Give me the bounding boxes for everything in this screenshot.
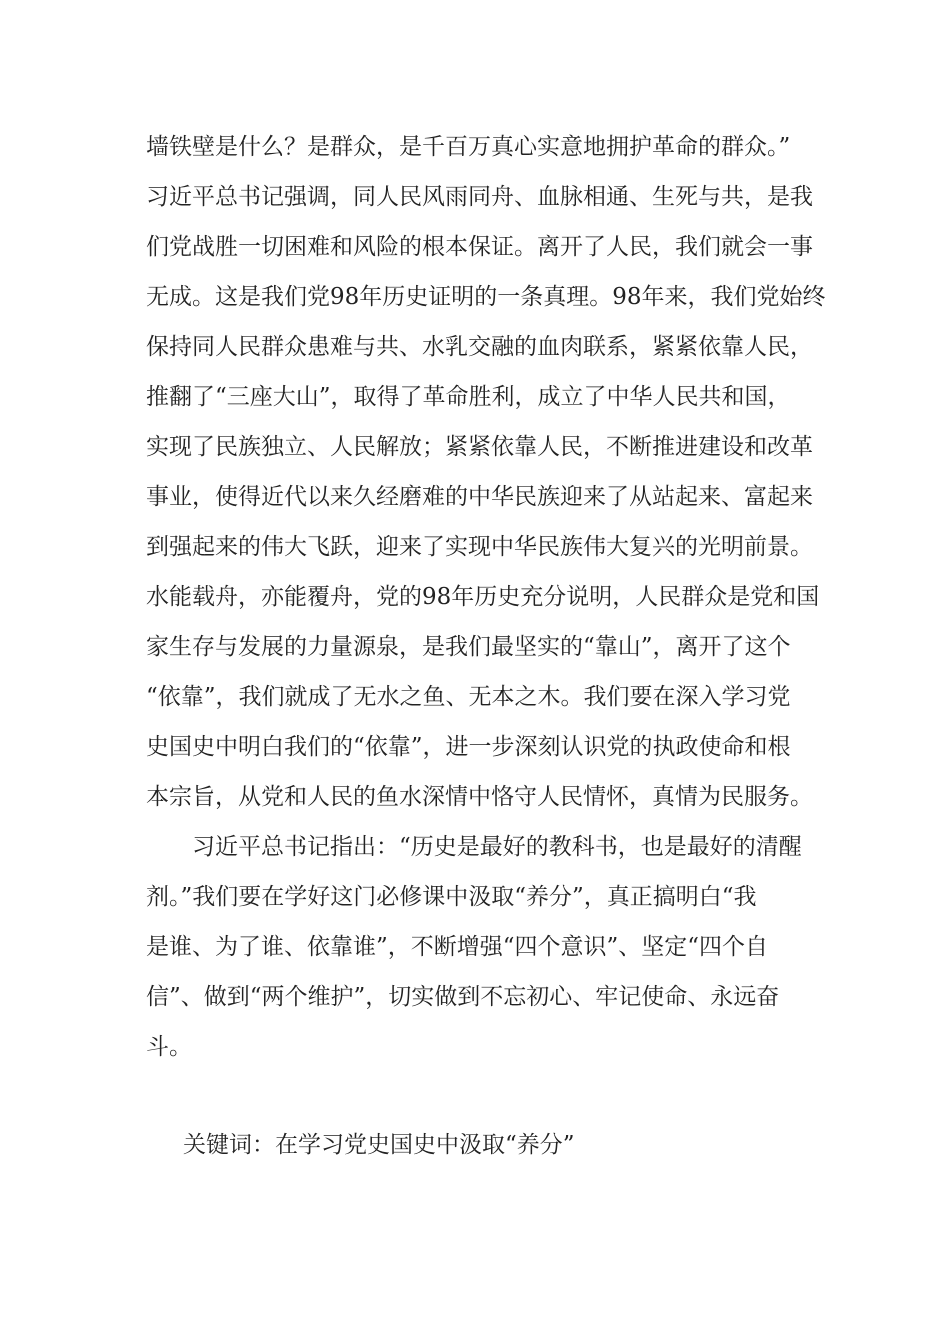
- text-line: 斗。: [146, 1034, 192, 1060]
- text-line: 事业，使得近代以来久经磨难的中华民族迎来了从站起来、富起来: [146, 484, 813, 510]
- text-line: 剂。”我们要在学好这门必修课中汲取“养分”，真正搞明白“我: [146, 884, 757, 910]
- text-line: 水能载舟，亦能覆舟，党的98年历史充分说明，人民群众是党和国: [146, 584, 820, 610]
- text-line: 实现了民族独立、人民解放；紧紧依靠人民，不断推进建设和改革: [146, 434, 813, 460]
- paragraph-start-line: 习近平总书记指出：“历史是最好的教科书，也是最好的清醒: [192, 834, 802, 860]
- text-line: 们党战胜一切困难和风险的根本保证。离开了人民，我们就会一事: [146, 234, 813, 260]
- text-line: 墙铁壁是什么？是群众，是千百万真心实意地拥护革命的群众。”: [146, 134, 791, 160]
- text-line: 是谁、为了谁、依靠谁”，不断增强“四个意识”、坚定“四个自: [146, 934, 769, 960]
- text-line: 信”、做到“两个维护”，切实做到不忘初心、牢记使命、永远奋: [146, 984, 780, 1010]
- text-line: 习近平总书记强调，同人民风雨同舟、血脉相通、生死与共，是我: [146, 184, 813, 210]
- text-line: 到强起来的伟大飞跃，迎来了实现中华民族伟大复兴的光明前景。: [146, 534, 813, 560]
- text-line: 推翻了“三座大山”，取得了革命胜利，成立了中华人民共和国，: [146, 384, 791, 410]
- keywords-line: 关键词：在学习党史国史中汲取“养分”: [183, 1132, 575, 1158]
- text-line: 本宗旨，从党和人民的鱼水深情中恪守人民情怀，真情为民服务。: [146, 784, 813, 810]
- text-line: 保持同人民群众患难与共、水乳交融的血肉联系，紧紧依靠人民，: [146, 334, 813, 360]
- text-line: 无成。这是我们党98年历史证明的一条真理。98年来，我们党始终: [146, 284, 826, 310]
- text-line: 家生存与发展的力量源泉，是我们最坚实的“靠山”，离开了这个: [146, 634, 791, 660]
- text-line: “依靠”，我们就成了无水之鱼、无本之木。我们要在深入学习党: [146, 684, 791, 710]
- text-line: 史国史中明白我们的“依靠”，进一步深刻认识党的执政使命和根: [146, 734, 791, 760]
